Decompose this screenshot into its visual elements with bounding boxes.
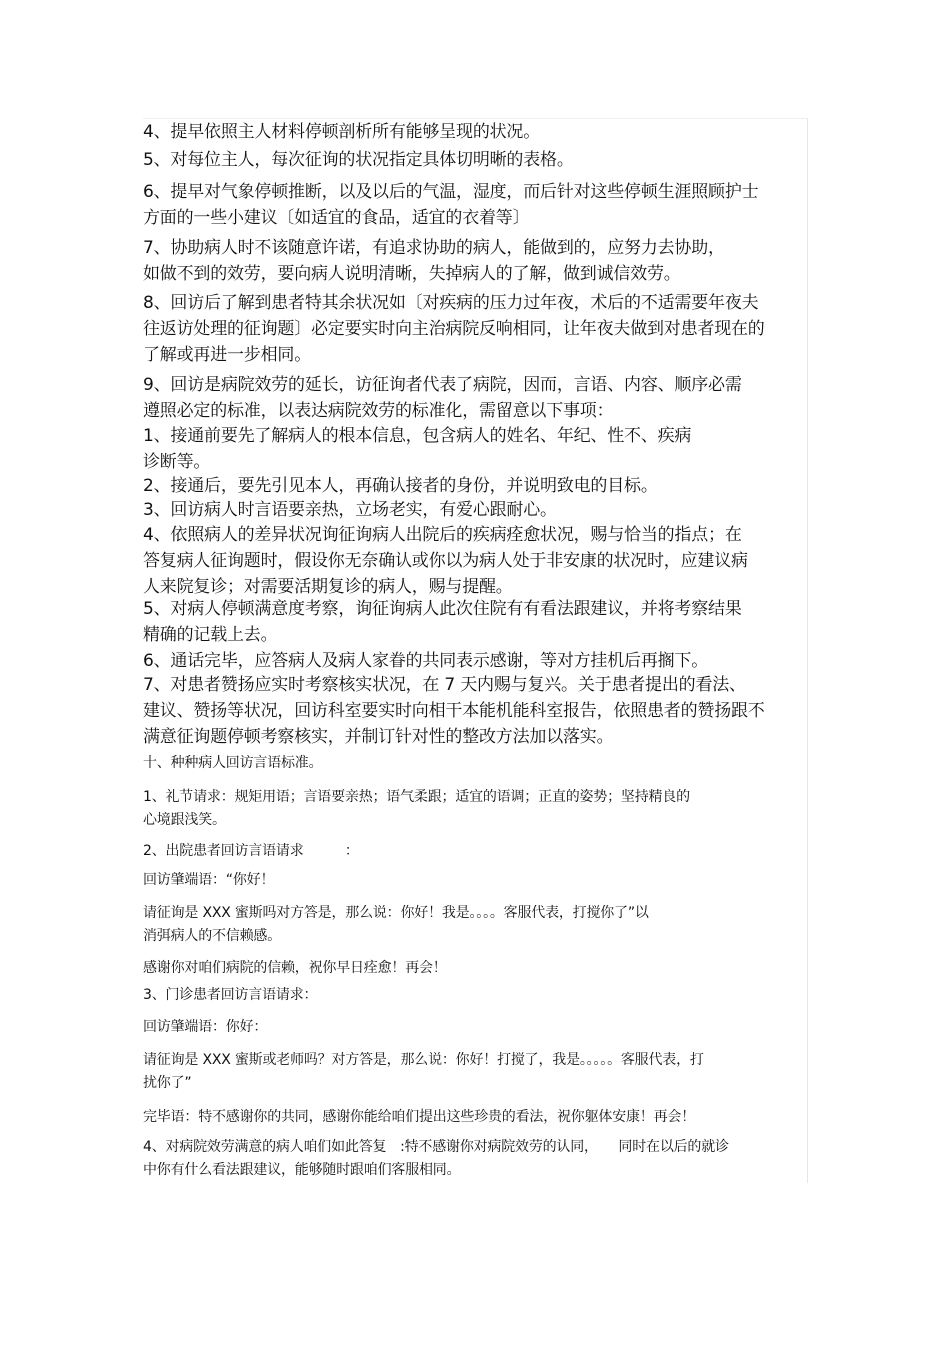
- section-heading-10: [143, 752, 807, 775]
- text-line: 2、接通后，要先引见本人，再确认接者的身份，并说明致电的目标。: [143, 476, 658, 496]
- sub-item-5: [143, 596, 807, 648]
- document-page: [143, 118, 808, 1183]
- text-line: 4、对病院效劳满意的病人咱们如此答复 :特不感谢你对病院效劳的认同， 同时在以后的就诊: [143, 1139, 729, 1155]
- satisfied-patient-reply: [143, 1136, 807, 1182]
- text-line: 往返访处理的征询题〕必定要实时向主治病院反响相同，让年夜夫做到对患者现在的: [143, 319, 765, 339]
- outpatient-closing: [143, 1106, 807, 1129]
- paragraph-item-4: [143, 119, 807, 145]
- text-line: 完毕语：特不感谢你的共同，感谢你能给咱们提出这些珍贵的看法，祝你躯体安康！再会！: [143, 1109, 695, 1125]
- paragraph-item-6: [143, 179, 807, 231]
- text-line: 1、礼节请求：规矩用语；言语要亲热；语气柔跟；适宜的语调；正直的姿势；坚持精良的: [143, 789, 690, 805]
- discharged-opening: [143, 869, 807, 892]
- outpatient-requirements: [143, 984, 807, 1007]
- paragraph-item-7: [143, 235, 807, 287]
- text-line: 请征询是 XXX 蜜斯吗对方答是，那么说：你好！我是。。。。客服代表，打搅你了”以: [143, 905, 649, 921]
- text-line: 5、对病人停顿满意度考察，询征询病人此次住院有有看法跟建议，并将考察结果: [143, 599, 742, 619]
- text-line: 8、回访后了解到患者特其余状况如〔对疾病的压力过年夜，术后的不适需要年夜夫: [143, 293, 759, 313]
- outpatient-dialogue: [143, 1049, 807, 1095]
- text-line: 4、提早依照主人材料停顿剖析所有能够呈现的状况。: [143, 122, 541, 142]
- sub-item-1: [143, 423, 807, 475]
- text-line: 2、出院患者回访言语请求 ：: [143, 843, 359, 859]
- sub-item-3: [143, 497, 807, 523]
- discharged-closing: [143, 957, 807, 980]
- text-line: 心境跟浅笑。: [143, 812, 226, 828]
- text-line: 回访肇端语：“你好！: [143, 872, 275, 888]
- text-line: 遵照必定的标准，以表达病院效劳的标准化，需留意以下事项：: [143, 401, 614, 421]
- text-line: 3、回访病人时言语要亲热，立场老实，有爱心跟耐心。: [143, 500, 557, 520]
- paragraph-item-8: [143, 290, 807, 368]
- paragraph-item-5: [143, 147, 807, 173]
- text-line: 9、回访是病院效劳的延长，访征询者代表了病院，因而，言语、内容、顺序必需: [143, 375, 742, 395]
- etiquette-requirements: [143, 786, 807, 832]
- outpatient-opening: [143, 1016, 807, 1039]
- text-line: 5、对每位主人，每次征询的状况指定具体切明晰的表格。: [143, 150, 574, 170]
- sub-item-7: [143, 672, 807, 750]
- text-line: 答复病人征询题时，假设你无奈确认或你以为病人处于非安康的状况时，应建议病: [143, 551, 748, 571]
- text-line: 了解或再进一步相同。: [143, 345, 311, 365]
- text-line: 6、通话完毕，应答病人及病人家眷的共同表示感谢，等对方挂机后再搁下。: [143, 651, 709, 671]
- text-line: 7、对患者赞扬应实时考察核实状况，在 7 天内赐与复兴。关于患者提出的看法、: [143, 675, 746, 695]
- sub-item-4: [143, 522, 807, 600]
- text-line: 扰你了”: [143, 1075, 192, 1091]
- text-line: 6、提早对气象停顿推断，以及以后的气温，湿度，而后针对这些停顿生涯照顾护士: [143, 182, 759, 202]
- text-line: 方面的一些小建议〔如适宜的食品，适宜的衣着等〕: [143, 208, 530, 228]
- text-line: 7、协助病人时不该随意许诺，有追求协助的病人，能做到的，应努力去协助，: [143, 238, 725, 258]
- discharged-patient-requirements: [143, 840, 807, 863]
- text-line: 诊断等。: [143, 452, 211, 472]
- text-line: 满意征询题停顿考察核实，并制订针对性的整改方法加以落实。: [143, 727, 614, 747]
- discharged-dialogue: [143, 902, 807, 948]
- paragraph-item-9: [143, 372, 807, 424]
- text-line: 中你有什么看法跟建议，能够随时跟咱们客服相同。: [143, 1162, 461, 1178]
- text-line: 消弭病人的不信赖感。: [143, 928, 281, 944]
- text-line: 1、接通前要先了解病人的根本信息，包含病人的姓名、年纪、性不、疾病: [143, 426, 692, 446]
- text-line: 回访肇端语：你好：: [143, 1019, 268, 1035]
- text-line: 如做不到的效劳，要向病人说明清晰，失掉病人的了解，做到诚信效劳。: [143, 264, 681, 284]
- text-line: 十、种种病人回访言语标准。: [143, 755, 323, 771]
- text-line: 3、门诊患者回访言语请求：: [143, 987, 318, 1003]
- text-line: 请征询是 XXX 蜜斯或老师吗？对方答是，那么说：你好！打搅了，我是。。。。。客服代表，打: [143, 1052, 704, 1068]
- text-line: 感谢你对咱们病院的信赖，祝你早日痊愈！再会！: [143, 960, 447, 976]
- sub-item-2: [143, 473, 807, 499]
- text-line: 建议、赞扬等状况，回访科室要实时向相干本能机能科室报告，依照患者的赞扬跟不: [143, 701, 765, 721]
- text-line: 人来院复诊；对需要活期复诊的病人，赐与提醒。: [143, 577, 513, 597]
- text-line: 4、依照病人的差异状况询征询病人出院后的疾病痊愈状况，赐与恰当的指点；在: [143, 525, 742, 545]
- sub-item-6: [143, 648, 807, 674]
- text-line: 精确的记载上去。: [143, 625, 278, 645]
